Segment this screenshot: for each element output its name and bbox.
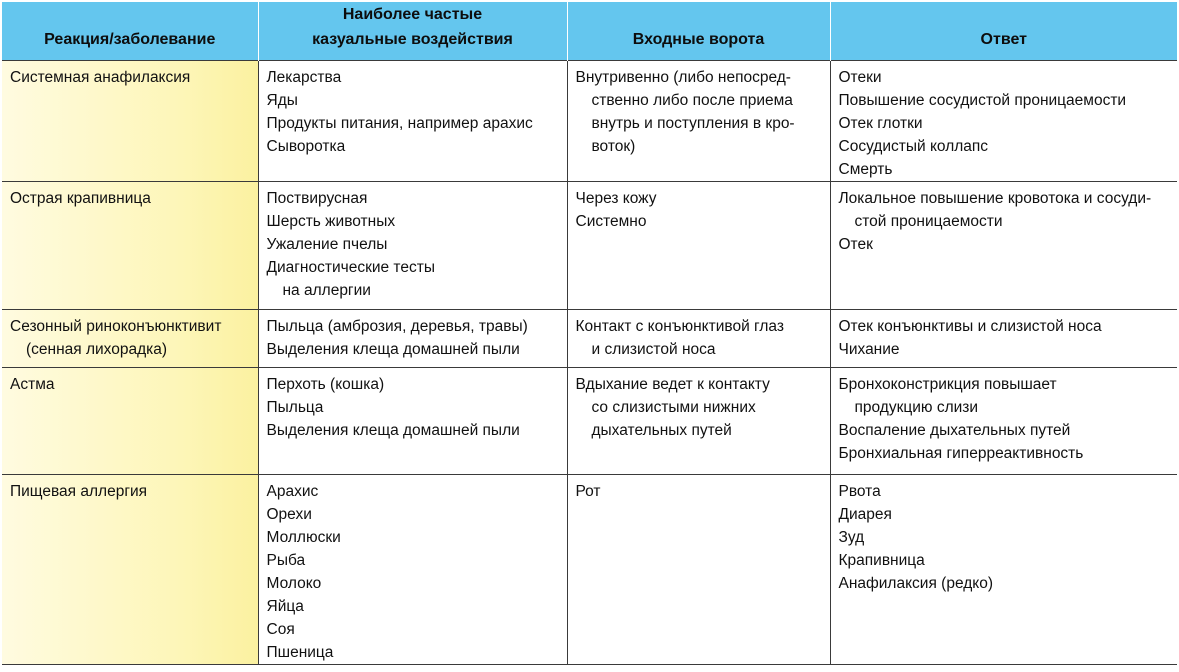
table-row: [2, 181, 1177, 309]
cell-reaction: Сезонный риноконъюнктивит (сенная лихорадка): [2, 309, 258, 367]
table-row: [2, 309, 1177, 367]
cell-portal: Контакт с конъюнктивой глаз и слизистой носа: [567, 309, 830, 367]
cell-causes: Пыльца (амброзия, деревья, травы) Выделения клеща домашней пыли: [258, 309, 567, 367]
table-header-row: [2, 2, 1177, 60]
header-causes: Наиболее частые казуальные воздействия: [258, 2, 567, 60]
cell-causes: Поствирусная Шерсть животных Ужаление пчелы Диагностические тесты на аллергии: [258, 181, 567, 309]
cell-portal: Вдыхание ведет к контакту со слизистыми нижних дыхательных путей: [567, 367, 830, 474]
allergy-reactions-table: [2, 2, 1177, 665]
cell-causes: Лекарства Яды Продукты питания, например арахис Сыворотка: [258, 60, 567, 181]
cell-portal: Рот: [567, 474, 830, 664]
cell-response: Рвота Диарея Зуд Крапивница Анафилаксия (редко): [830, 474, 1177, 664]
cell-causes: Перхоть (кошка) Пыльца Выделения клеща домашней пыли: [258, 367, 567, 474]
cell-reaction: Острая крапивница: [2, 181, 258, 309]
cell-portal: Внутривенно (либо непосред- ственно либо после приема внутрь и поступления в кро- воток): [567, 60, 830, 181]
table-row: [2, 367, 1177, 474]
header-reaction: Реакция/заболевание: [2, 2, 258, 60]
cell-response: Бронхоконстрикция повышает продукцию слизи Воспаление дыхательных путей Бронхиальная гиперреактивность: [830, 367, 1177, 474]
table-row: [2, 474, 1177, 664]
cell-reaction: Системная анафилаксия: [2, 60, 258, 181]
header-portal: Входные ворота: [567, 2, 830, 60]
cell-response: Отек конъюнктивы и слизистой носа Чихание: [830, 309, 1177, 367]
cell-reaction: Астма: [2, 367, 258, 474]
cell-causes: Арахис Орехи Моллюски Рыба Молоко Яйца Соя Пшеница: [258, 474, 567, 664]
cell-reaction: Пищевая аллергия: [2, 474, 258, 664]
table-row: [2, 60, 1177, 181]
cell-response: Локальное повышение кровотока и сосуди- стой проницаемости Отек: [830, 181, 1177, 309]
cell-portal: Через кожу Системно: [567, 181, 830, 309]
cell-response: Отеки Повышение сосудистой проницаемости Отек глотки Сосудистый коллапс Смерть: [830, 60, 1177, 181]
header-response: Ответ: [830, 2, 1177, 60]
